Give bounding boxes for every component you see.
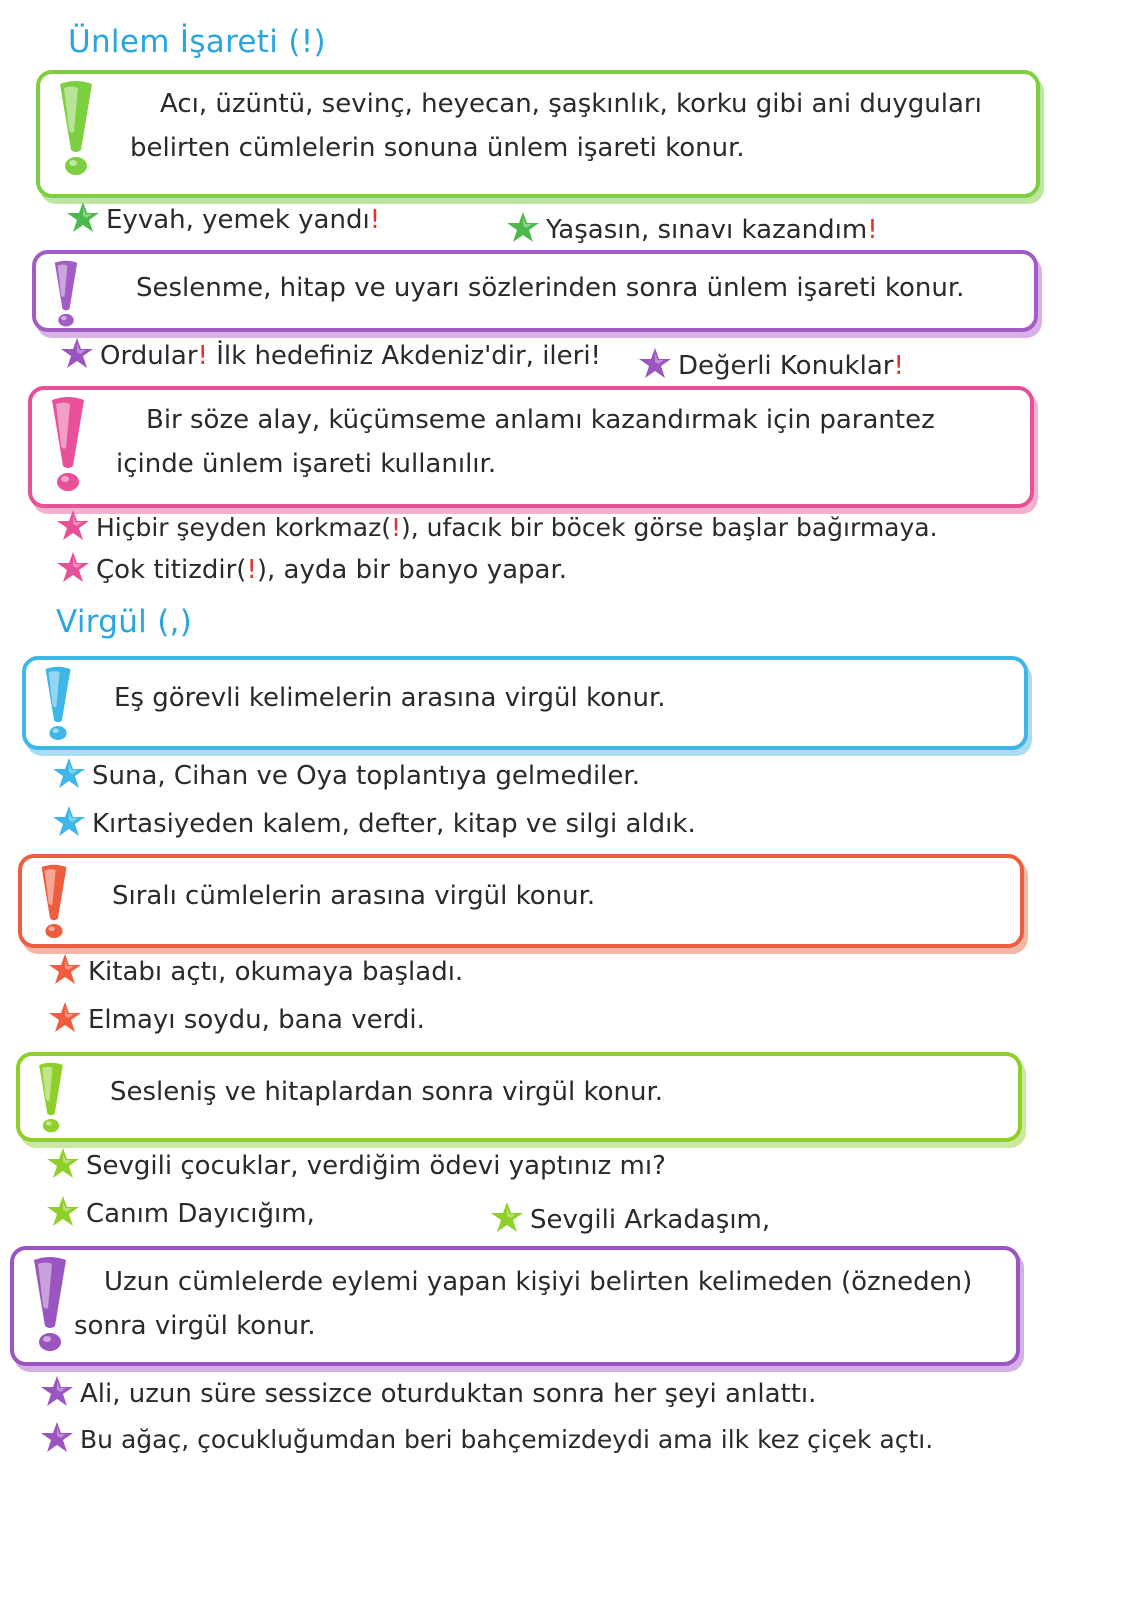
star-icon [490,1200,524,1234]
star-icon [46,1194,80,1228]
exclamation-icon [46,396,90,496]
star-icon [40,1374,74,1408]
unlem-rule-1-box [36,70,1040,198]
unlem-rule-2-example-2: Değerli Konuklar! [638,346,904,384]
star-icon [66,200,100,234]
unlem-rule-3-example-2: Çok titizdir(!), ayda bir banyo yapar. [56,550,567,588]
unlem-rule-2-box [32,250,1038,332]
unlem-rule-1-text: Acı, üzüntü, sevinç, heyecan, şaşkınlık, korku gibi ani duyguları belirten cümlelerin sonuna ünlem işareti konur. [130,89,982,163]
exclamation-icon [50,260,82,330]
unlem-rule-3-text: Bir söze alay, küçümseme anlamı kazandırmak için parantez içinde ünlem işareti kullanılır. [116,405,935,479]
virgul-rule-4-text: Uzun cümlelerde eylemi yapan kişiyi belirten kelimeden (özneden) sonra virgül konur. [74,1267,973,1341]
virgul-rule-4-box [10,1246,1020,1366]
virgul-rule-3-example-3: Sevgili Arkadaşım, [490,1200,770,1238]
unlem-heading: Ünlem İşareti (!) [68,24,326,60]
virgul-rule-3-text: Sesleniş ve hitaplardan sonra virgül konur. [110,1077,664,1107]
virgul-rule-2-box [18,854,1024,948]
virgul-rule-1-box [22,656,1028,750]
star-icon [52,804,86,838]
virgul-rule-2-example-2: Elmayı soydu, bana verdi. [48,1000,425,1038]
star-icon [52,756,86,790]
virgul-rule-4-example-2: Bu ağaç, çocukluğumdan beri bahçemizdeydi ama ilk kez çiçek açtı. [40,1420,933,1458]
star-icon [506,210,540,244]
star-icon [56,550,90,584]
unlem-rule-2-text: Seslenme, hitap ve uyarı sözlerinden sonra ünlem işareti konur. [136,273,965,303]
unlem-rule-2-example-1: Ordular! İlk hedefiniz Akdeniz'dir, ileri! [60,336,601,374]
star-icon [60,336,94,370]
star-icon [46,1146,80,1180]
virgul-rule-3-box [16,1052,1022,1142]
exclamation-icon [28,1256,72,1356]
star-icon [48,1000,82,1034]
exclamation-icon [54,80,98,180]
star-icon [638,346,672,380]
exclamation-icon [36,864,72,942]
unlem-rule-3-box [28,386,1034,508]
virgul-rule-3-example-1: Sevgili çocuklar, verdiğim ödevi yaptınız mı? [46,1146,666,1184]
virgul-rule-4-example-1: Ali, uzun süre sessizce oturduktan sonra her şeyi anlattı. [40,1374,816,1412]
star-icon [48,952,82,986]
virgul-rule-2-example-1: Kitabı açtı, okumaya başladı. [48,952,463,990]
virgul-rule-1-example-2: Kırtasiyeden kalem, defter, kitap ve silgi aldık. [52,804,696,842]
unlem-rule-1-example-1: Eyvah, yemek yandı! [66,200,380,238]
virgul-rule-1-text: Eş görevli kelimelerin arasına virgül konur. [114,683,666,713]
virgul-rule-1-example-1: Suna, Cihan ve Oya toplantıya gelmediler. [52,756,640,794]
exclamation-icon [40,666,76,744]
unlem-rule-1-example-2: Yaşasın, sınavı kazandım! [506,210,878,248]
exclamation-icon [34,1062,68,1136]
virgul-heading: Virgül (,) [56,604,193,640]
star-icon [40,1420,74,1454]
star-icon [56,508,90,542]
unlem-rule-3-example-1: Hiçbir şeyden korkmaz(!), ufacık bir böcek görse başlar bağırmaya. [56,508,938,546]
virgul-rule-3-example-2: Canım Dayıcığım, [46,1194,315,1232]
virgul-rule-2-text: Sıralı cümlelerin arasına virgül konur. [112,881,596,911]
